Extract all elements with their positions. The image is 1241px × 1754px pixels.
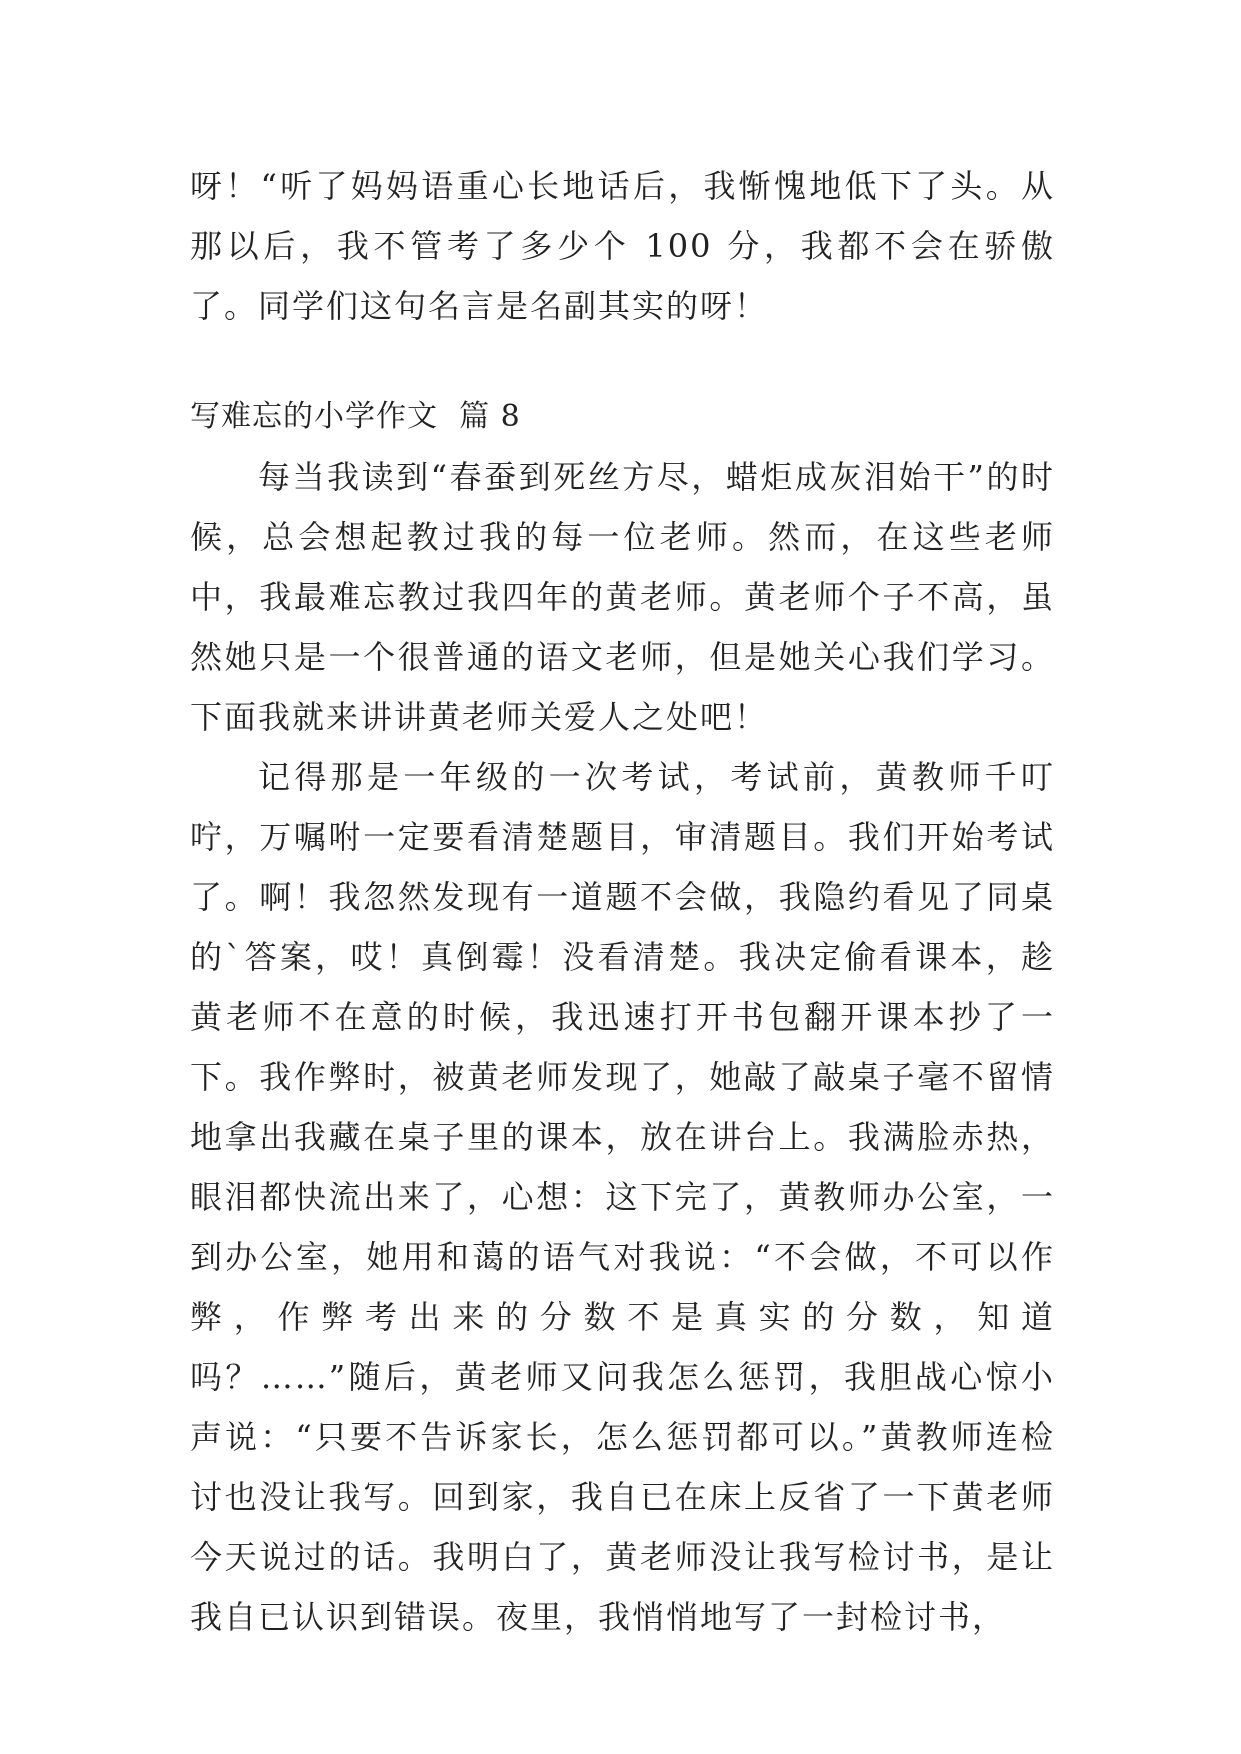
essay-paragraph-2: 记得那是一年级的一次考试，考试前，黄教师千叮咛，万嘱咐一定要看清楚题目，审清题目。我们开始考试了。啊！我忽然发现有一道题不会做，我隐约看见了同桌的`答案，哎！真倒霉！没看清楚。我决定偷看课本，趁黄老师不在意的时候，我迅速打开书包翻开课本抄了一下。我作弊时，被黄老师发现了，她敲了敲桌子毫不留情地拿出我藏在桌子里的课本，放在讲台上。我满脸赤热，眼泪都快流出来了，心想：这下完了，黄教师办公室，一到办公室，她用和蔼的语气对我说：“不会做，不可以作弊，作弊考出来的分数不是真实的分数，知道吗？……”随后，黄老师又问我怎么惩罚，我胆战心惊小声说：“只要不告诉家长，怎么惩罚都可以。”黄教师连检讨也没让我写。回到家，我自已在床上反省了一下黄老师今天说过的话。我明白了，黄老师没让我写检讨书，是让我自已认识到错误。夜里，我悄悄地写了一封检讨书， xyxy=(190,758,1055,1636)
section-heading: 写难忘的小学作文 篇 8 xyxy=(190,399,521,434)
essay-body xyxy=(190,447,1055,1647)
continuation-paragraph: 呀！“听了妈妈语重心长地话后，我惭愧地低下了头。从那以后，我不管考了多少个 100 分，我都不会在骄傲了。同学们这句名言是名副其实的呀！ xyxy=(190,167,1055,325)
essay-paragraph-1: 每当我读到“春蚕到死丝方尽，蜡炬成灰泪始干”的时候，总会想起教过我的每一位老师。然而，在这些老师中，我最难忘教过我四年的黄老师。黄老师个子不高，虽然她只是一个很普通的语文老师，但是她关心我们学习。下面我就来讲讲黄老师关爱人之处吧！ xyxy=(190,458,1055,736)
continuation-text xyxy=(190,156,1055,336)
